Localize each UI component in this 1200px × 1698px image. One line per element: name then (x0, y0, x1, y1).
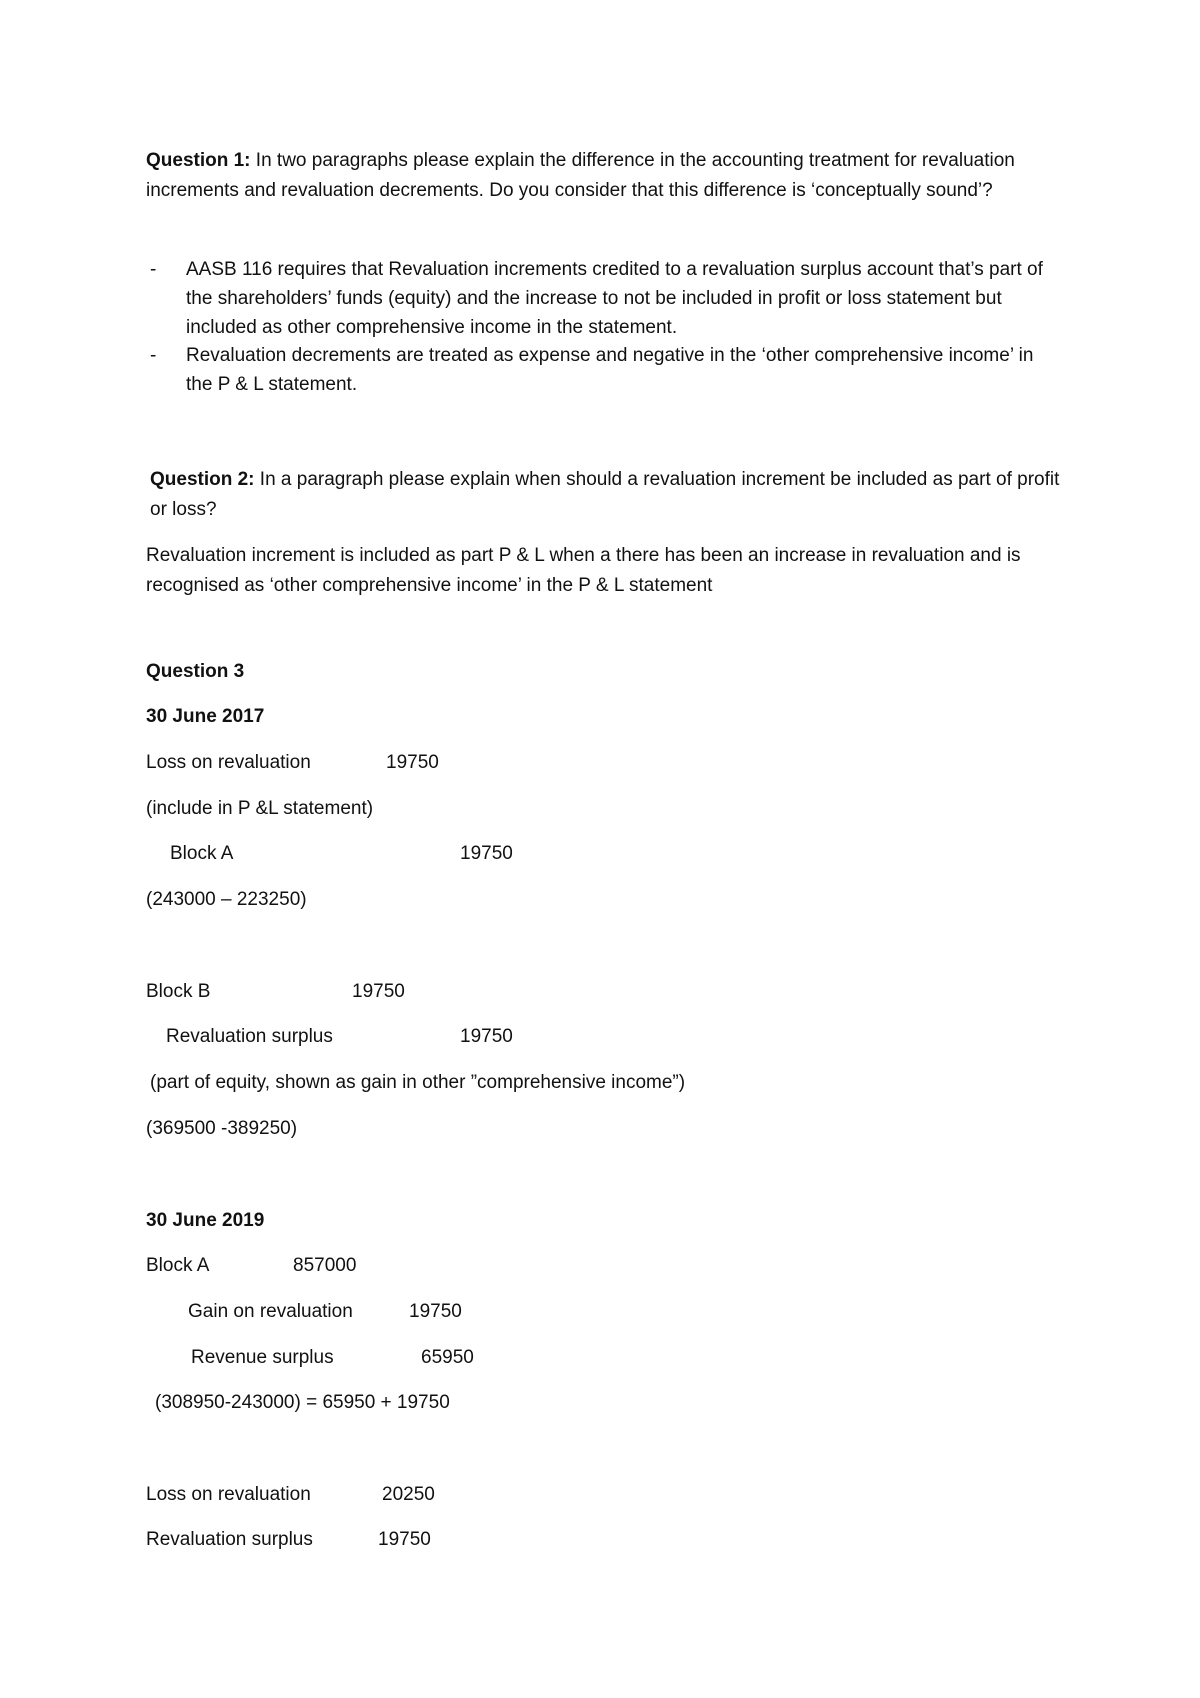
block-b-calc: (369500 -389250) (146, 1118, 298, 1139)
question-1-paragraph (146, 146, 1076, 206)
block-b-label: Block B (146, 981, 211, 1002)
question-2-text: In a paragraph please explain when should a revaluation increment be included as part of profit or loss? (150, 469, 1060, 520)
bullet-text: AASB 116 requires that Revaluation increments credited to a revaluation surplus account that’s part of the shareholders’ funds (equity) and the increase to not be included in profit or loss statement but included as other comprehensive income in the statement. (186, 259, 1043, 338)
bullet-text: Revaluation decrements are treated as expense and negative in the ‘other comprehensive income’ in the P & L statement. (186, 345, 1034, 395)
revaluation-surplus-label: Revaluation surplus (166, 1026, 333, 1047)
question-3-label: Question 3 (146, 661, 245, 682)
question-2-answer: Revaluation increment is included as part P & L when a there has been an increase in revaluation and is recognised as ‘other comprehensive income’ in the P & L statement (146, 545, 1021, 596)
block-a-2019-label: Block A (146, 1255, 210, 1276)
loss-on-revaluation-value: 19750 (386, 752, 439, 773)
question-2-paragraph (150, 465, 1080, 525)
loss-2019-value: 20250 (382, 1484, 435, 1505)
question-1-bullet-1 (150, 255, 1046, 342)
equity-note: (part of equity, shown as gain in other ”comprehensive income”) (150, 1072, 686, 1093)
revaluation-surplus-value: 19750 (460, 1026, 513, 1047)
date-2019: 30 June 2019 (146, 1210, 265, 1231)
block-a-2019-value: 857000 (293, 1255, 357, 1276)
gain-on-revaluation-label: Gain on revaluation (188, 1301, 353, 1322)
question-1-text: In two paragraphs please explain the difference in the accounting treatment for revaluation increments and revaluation decrements. Do you consider that this difference is ‘conceptually sound’? (146, 150, 1015, 201)
bullet-marker: - (150, 259, 157, 280)
loss-on-revaluation-label: Loss on revaluation (146, 752, 311, 773)
revenue-surplus-value: 65950 (421, 1347, 474, 1368)
gain-on-revaluation-value: 19750 (409, 1301, 462, 1322)
revaluation-surplus-2019-value: 19750 (378, 1529, 431, 1550)
loss-2019-label: Loss on revaluation (146, 1484, 311, 1505)
question-1-label: Question 1: (146, 150, 251, 171)
calculation-2019: (308950-243000) = 65950 + 19750 (155, 1392, 450, 1413)
question-2-label: Question 2: (150, 469, 255, 490)
block-a-calc: (243000 – 223250) (146, 889, 307, 910)
block-a-label: Block A (170, 843, 234, 864)
date-2017: 30 June 2017 (146, 706, 265, 727)
block-a-value: 19750 (460, 843, 513, 864)
revenue-surplus-label: Revenue surplus (191, 1347, 334, 1368)
block-b-value: 19750 (352, 981, 405, 1002)
revaluation-surplus-2019-label: Revaluation surplus (146, 1529, 313, 1550)
question-1-bullet-2 (150, 341, 1046, 399)
bullet-marker: - (150, 345, 157, 366)
loss-note: (include in P &L statement) (146, 798, 374, 819)
